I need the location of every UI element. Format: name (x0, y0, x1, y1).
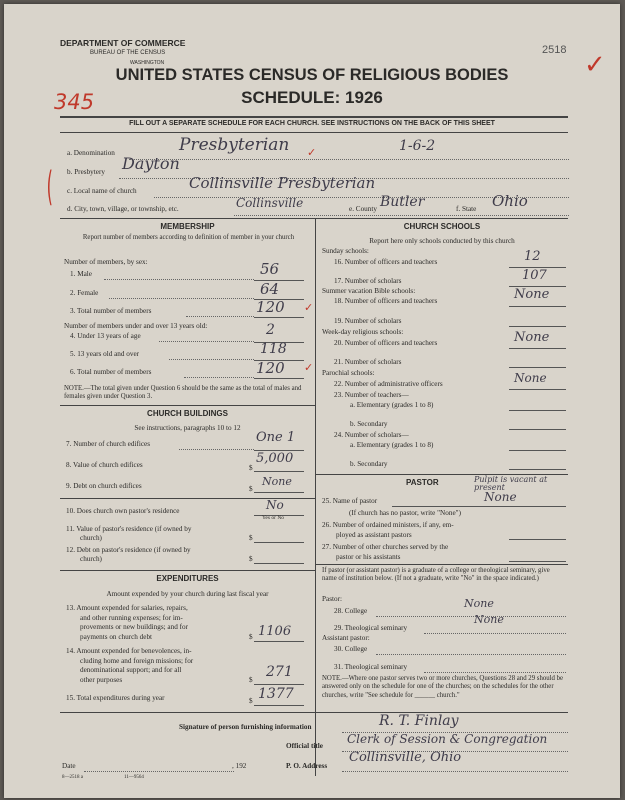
q18-label: 18. Number of officers and teachers (334, 297, 438, 305)
presbytery-label: b. Presbytery (67, 168, 105, 176)
local-name-label: c. Local name of church (67, 187, 137, 195)
q6-label: 6. Total number of members (70, 368, 152, 376)
census-schedule-sheet (4, 4, 620, 798)
official-title-label: Official title (286, 742, 323, 750)
q16-value: 12 (524, 249, 541, 264)
q15-label: 15. Total expenditures during year (66, 694, 165, 702)
q25-value: None (484, 490, 517, 504)
q16-label: 16. Number of officers and teachers (334, 258, 438, 266)
stamp-number: 345 (54, 90, 95, 114)
city-value: Collinsville (236, 196, 304, 210)
q10-label: 10. Does church own pastor's residence (66, 507, 180, 515)
check-mark-icon: ✓ (307, 146, 317, 159)
q14-label: 14. Amount expended for benevolences, in- cluding home and foreign missions; for denominational support; and for all other purposes (66, 647, 194, 684)
q2-label: 2. Female (70, 289, 99, 297)
q12-dollar: $ (249, 555, 253, 563)
weekday-label: Week-day religious schools: (322, 328, 404, 336)
q8-value: 5,000 (256, 451, 294, 466)
presbytery-value: Dayton (122, 154, 180, 173)
print-code: 8—2518 a (62, 775, 83, 780)
q9-dollar: $ (249, 485, 253, 493)
q9-label: 9. Debt on church edifices (66, 482, 142, 490)
q25-hint: (If church has no pastor, write "None") (349, 509, 461, 517)
buildings-heading: CHURCH BUILDINGS (147, 409, 228, 418)
city-label: d. City, town, village, or township, etc. (67, 205, 179, 213)
date-label: Date (62, 762, 76, 770)
date-year: , 192 (232, 762, 247, 770)
bracket-mark-icon: ( (46, 164, 53, 210)
city-label: WASHINGTON (130, 60, 165, 66)
q24-label: 24. Number of scholars— (334, 431, 409, 439)
schools-intro: Report here only schools conducted by this church (369, 237, 515, 245)
q22-value: None (514, 371, 547, 385)
q13-dollar: $ (249, 633, 253, 641)
q12-label-cont: church) (80, 555, 102, 563)
print-code-2: 11—9564 (124, 775, 144, 780)
q22-label: 22. Number of administrative officers (334, 380, 443, 388)
schedule-title: SCHEDULE: 1926 (241, 88, 383, 107)
q13-value: 1106 (258, 624, 292, 639)
buildings-sub: See instructions, paragraphs 10 to 12 (134, 424, 241, 432)
q24a-label: a. Elementary (grades 1 to 8) (350, 441, 434, 449)
q27-label: 27. Number of other churches served by the pastor or his assistants (322, 543, 449, 561)
check-mark-icon: ✓ (304, 301, 314, 314)
q12-label: 12. Debt on pastor's residence (if owned by (66, 546, 191, 554)
assistant-label: Assistant pastor: (322, 634, 370, 642)
page-title: UNITED STATES CENSUS OF RELIGIOUS BODIES (115, 66, 509, 84)
q17-value: 107 (522, 268, 547, 283)
q19-label: 19. Number of scholars (334, 317, 402, 325)
signature-label: Signature of person furnishing information (179, 723, 312, 731)
q4-value: 2 (266, 322, 275, 338)
county-value: Butler (380, 194, 425, 210)
q25-label: 25. Name of pastor (322, 497, 378, 505)
check-mark-icon: ✓ (584, 50, 606, 80)
signature-value: R. T. Finlay (379, 713, 459, 729)
divider (60, 132, 568, 133)
q3-value: 120 (256, 298, 285, 316)
vacation-label: Summer vacation Bible schools: (322, 287, 416, 295)
q1-value: 56 (260, 260, 280, 278)
address-label: P. O. Address (286, 762, 328, 770)
department-label: DEPARTMENT OF COMMERCE (60, 38, 186, 48)
q17-label: 17. Number of scholars (334, 277, 402, 285)
official-title-value: Clerk of Session & Congregation (347, 732, 548, 746)
q20-label: 20. Number of officers and teachers (334, 339, 438, 347)
q23b-label: b. Secondary (350, 420, 388, 428)
q2-value: 64 (260, 280, 280, 298)
schools-heading: CHURCH SCHOOLS (403, 222, 481, 231)
q21-label: 21. Number of scholars (334, 358, 402, 366)
q15-dollar: $ (249, 697, 253, 705)
q7-value: One 1 (256, 430, 296, 445)
expenditures-heading: EXPENDITURES (156, 574, 219, 583)
pastor-note: NOTE.—Where one pastor serves two or more churches, Questions 28 and 29 should be answered only on the schedule for one of the churches; on the schedules for the other churches, write "See schedule for ______ church." (322, 675, 564, 699)
q4-label: 4. Under 13 years of age (70, 332, 141, 340)
bureau-label: BUREAU OF THE CENSUS (90, 50, 166, 56)
q28-value: None (464, 597, 494, 610)
q13-label: 13. Amount expended for salaries, repairs, and other running expenses; for im- provements or new buildings; and for payments on church debt (66, 604, 188, 641)
q8-label: 8. Value of church edifices (66, 461, 143, 469)
form-number: 2518 (542, 44, 567, 56)
q5-value: 118 (260, 341, 287, 357)
county-label: e. County (349, 205, 377, 213)
pastor-sub-label: Pastor: (322, 595, 342, 603)
state-value: Ohio (492, 192, 528, 210)
q8-dollar: $ (249, 464, 253, 472)
q28-label: 28. College (334, 607, 368, 615)
q11-label-cont: church) (80, 534, 102, 542)
q29-value: None (474, 613, 504, 626)
denomination-value: Presbyterian (179, 135, 290, 155)
q30-label: 30. College (334, 645, 368, 653)
graduate-note: If pastor (or assistant pastor) is a graduate of a college or theological seminary, give name of institution below. (If not a graduate, write "No" in the space indicated.) (322, 567, 550, 583)
q26-label: 26. Number of ordained ministers, if any, em- ployed as assistant pastors (322, 521, 454, 539)
q18-value: None (514, 287, 550, 302)
pastor-heading: PASTOR (406, 478, 439, 487)
by-age-label: Number of members under and over 13 years old: (64, 322, 208, 330)
q9-value: None (262, 475, 292, 488)
q24b-label: b. Secondary (350, 460, 388, 468)
q29-label: 29. Theological seminary (334, 624, 408, 632)
q14-dollar: $ (249, 676, 253, 684)
pulpit-note: Pulpit is vacant at present (474, 475, 548, 492)
q7-label: 7. Number of church edifices (66, 440, 151, 448)
instruction-text: FILL OUT A SEPARATE SCHEDULE FOR EACH CHURCH. SEE INSTRUCTIONS ON THE BACK OF THIS SHEET (129, 120, 495, 127)
local-name-value: Collinsville Presbyterian (189, 174, 376, 192)
q15-value: 1377 (258, 686, 294, 702)
q23-label: 23. Number of teachers— (334, 391, 409, 399)
denomination-label: a. Denomination (67, 149, 115, 157)
q11-label: 11. Value of pastor's residence (if owned by (66, 525, 192, 533)
membership-intro: Report number of members according to definition of member in your church (82, 234, 295, 241)
check-mark-icon: ✓ (304, 361, 314, 374)
state-label: f. State (456, 205, 477, 213)
sunday-label: Sunday schools: (322, 247, 369, 255)
q14-value: 271 (266, 664, 293, 680)
membership-note: NOTE.—The total given under Question 6 should be the same as the total of males and females given under Question 3. (64, 385, 302, 401)
q5-label: 5. 13 years old and over (70, 350, 140, 358)
yes-no-hint: Yes or No (262, 515, 285, 521)
q20-value: None (514, 330, 550, 345)
q1-label: 1. Male (70, 270, 92, 278)
q10-value: No (266, 498, 284, 512)
q6-value: 120 (256, 359, 285, 377)
denomination-code: 1-6-2 (399, 138, 436, 154)
q31-label: 31. Theological seminary (334, 663, 408, 671)
q3-label: 3. Total number of members (70, 307, 152, 315)
membership-heading: MEMBERSHIP (160, 222, 215, 231)
by-sex-label: Number of members, by sex: (64, 258, 148, 266)
divider (60, 116, 568, 118)
expenditures-sub: Amount expended by your church during last fiscal year (106, 590, 269, 598)
department-block (60, 38, 185, 68)
q23a-label: a. Elementary (grades 1 to 8) (350, 401, 434, 409)
parochial-label: Parochial schools: (322, 369, 375, 377)
q11-dollar: $ (249, 534, 253, 542)
address-value: Collinsville, Ohio (349, 750, 462, 765)
